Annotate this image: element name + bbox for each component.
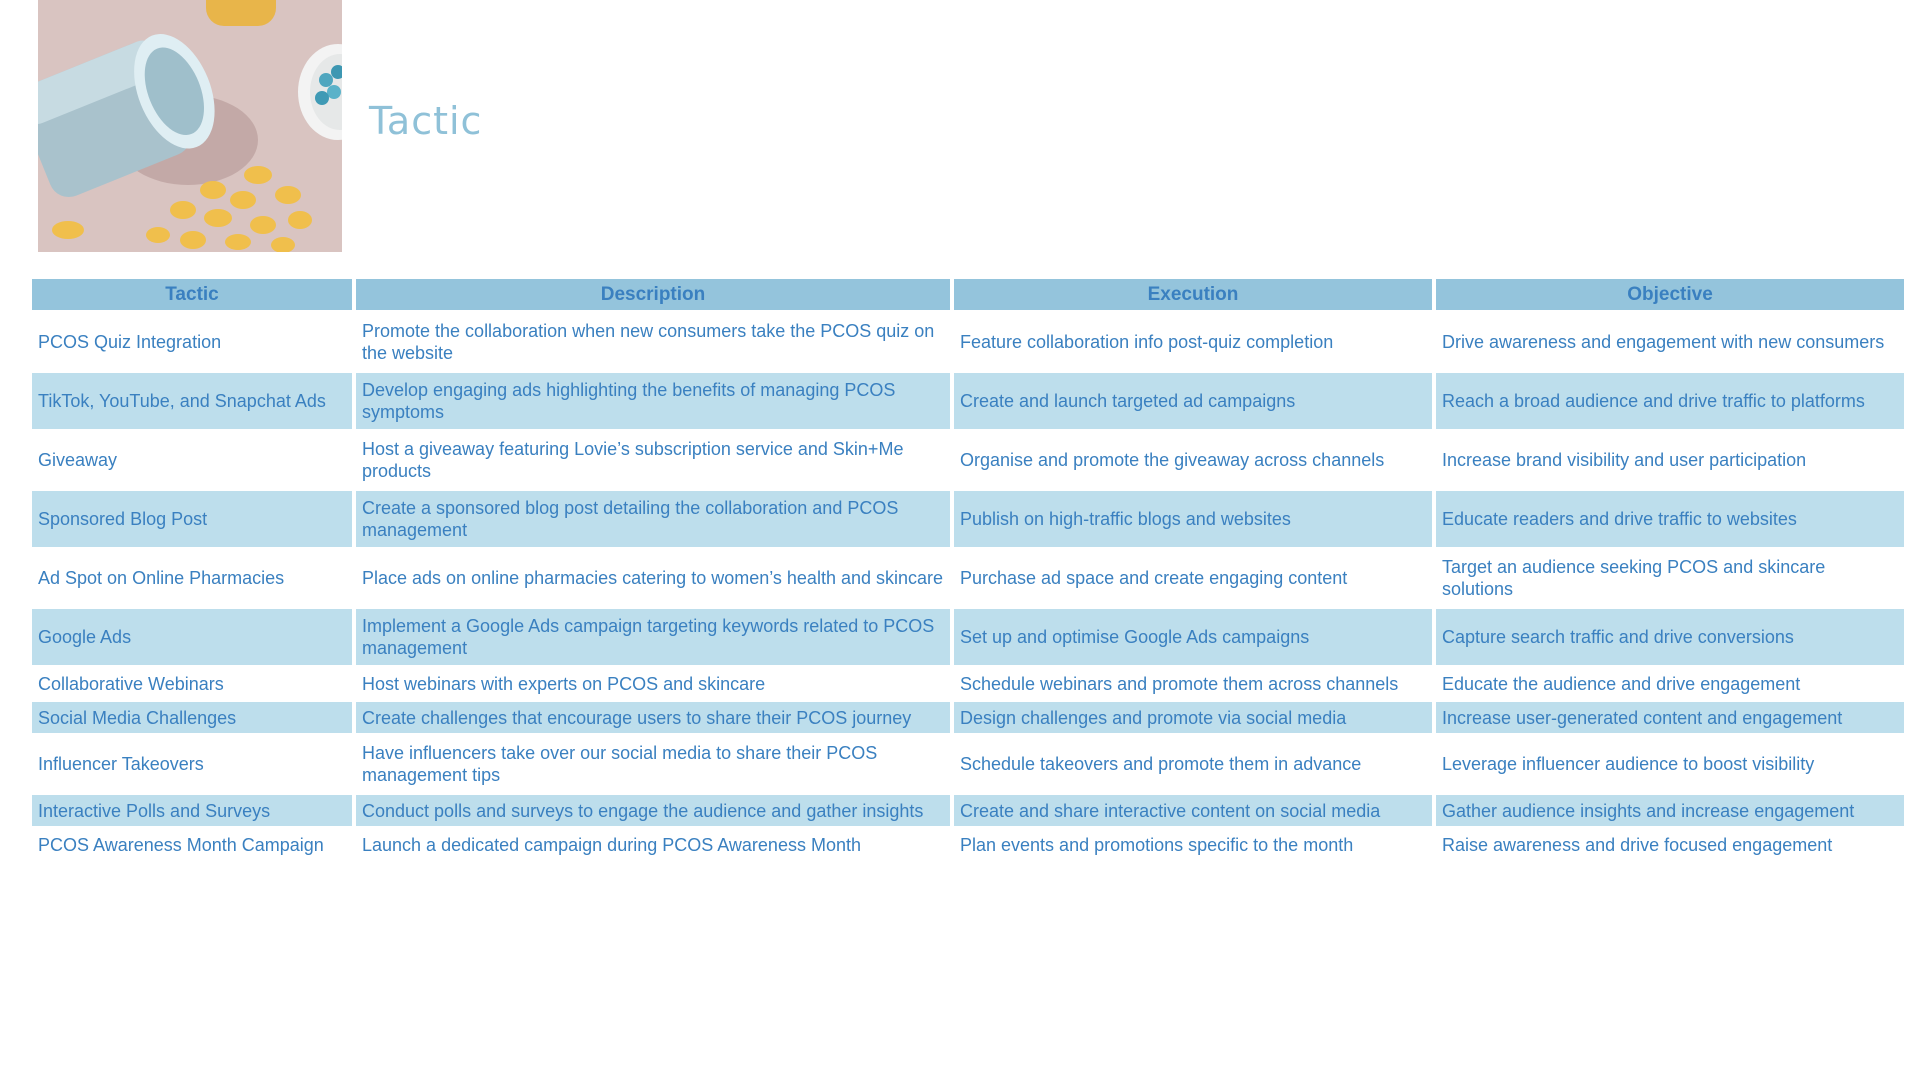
cell-execution: Schedule takeovers and promote them in advance (954, 736, 1432, 795)
cell-tactic: TikTok, YouTube, and Snapchat Ads (32, 373, 352, 432)
header-description: Description (356, 279, 950, 314)
cell-execution: Publish on high-traffic blogs and websites (954, 491, 1432, 550)
table-row (32, 829, 1904, 863)
table-row (32, 373, 1904, 432)
table-row (32, 432, 1904, 491)
cell-tactic: Social Media Challenges (32, 702, 352, 736)
cell-execution: Purchase ad space and create engaging content (954, 550, 1432, 609)
cell-execution: Plan events and promotions specific to the month (954, 829, 1432, 863)
table-row (32, 736, 1904, 795)
pills-illustration (38, 0, 342, 252)
table-header-row (32, 279, 1904, 314)
cell-tactic: Ad Spot on Online Pharmacies (32, 550, 352, 609)
cell-execution: Create and share interactive content on social media (954, 795, 1432, 829)
cell-description: Create challenges that encourage users to share their PCOS journey (356, 702, 950, 736)
hero-image-pills (38, 0, 342, 252)
cell-tactic: Collaborative Webinars (32, 668, 352, 702)
cell-tactic: Sponsored Blog Post (32, 491, 352, 550)
cell-objective: Target an audience seeking PCOS and skincare solutions (1436, 550, 1904, 609)
cell-tactic: Google Ads (32, 609, 352, 668)
cell-description: Implement a Google Ads campaign targeting keywords related to PCOS management (356, 609, 950, 668)
cell-description: Host a giveaway featuring Lovie’s subscription service and Skin+Me products (356, 432, 950, 491)
table-row (32, 491, 1904, 550)
cell-execution: Feature collaboration info post-quiz completion (954, 314, 1432, 373)
cell-objective: Gather audience insights and increase engagement (1436, 795, 1904, 829)
table-row (32, 609, 1904, 668)
cell-objective: Educate the audience and drive engagement (1436, 668, 1904, 702)
cell-execution: Schedule webinars and promote them across channels (954, 668, 1432, 702)
header-tactic: Tactic (32, 279, 352, 314)
tactics-table (28, 279, 1908, 863)
table-row (32, 314, 1904, 373)
cell-description: Place ads on online pharmacies catering to women’s health and skincare (356, 550, 950, 609)
cell-description: Conduct polls and surveys to engage the audience and gather insights (356, 795, 950, 829)
cell-execution: Design challenges and promote via social media (954, 702, 1432, 736)
cell-tactic: Influencer Takeovers (32, 736, 352, 795)
slide-title: Tactic (369, 99, 483, 143)
table-row (32, 668, 1904, 702)
cell-tactic: PCOS Quiz Integration (32, 314, 352, 373)
table-row (32, 550, 1904, 609)
header-execution: Execution (954, 279, 1432, 314)
cell-tactic: Giveaway (32, 432, 352, 491)
cell-description: Launch a dedicated campaign during PCOS Awareness Month (356, 829, 950, 863)
cell-execution: Create and launch targeted ad campaigns (954, 373, 1432, 432)
table-row (32, 702, 1904, 736)
cell-description: Promote the collaboration when new consumers take the PCOS quiz on the website (356, 314, 950, 373)
cell-execution: Set up and optimise Google Ads campaigns (954, 609, 1432, 668)
cell-objective: Capture search traffic and drive conversions (1436, 609, 1904, 668)
cell-tactic: Interactive Polls and Surveys (32, 795, 352, 829)
cell-objective: Increase brand visibility and user participation (1436, 432, 1904, 491)
cell-description: Have influencers take over our social media to share their PCOS management tips (356, 736, 950, 795)
cell-objective: Educate readers and drive traffic to websites (1436, 491, 1904, 550)
cell-description: Create a sponsored blog post detailing the collaboration and PCOS management (356, 491, 950, 550)
header-objective: Objective (1436, 279, 1904, 314)
table-row (32, 795, 1904, 829)
cell-objective: Reach a broad audience and drive traffic to platforms (1436, 373, 1904, 432)
cell-execution: Organise and promote the giveaway across channels (954, 432, 1432, 491)
cell-description: Develop engaging ads highlighting the benefits of managing PCOS symptoms (356, 373, 950, 432)
cell-objective: Raise awareness and drive focused engagement (1436, 829, 1904, 863)
cell-description: Host webinars with experts on PCOS and skincare (356, 668, 950, 702)
cell-tactic: PCOS Awareness Month Campaign (32, 829, 352, 863)
cell-objective: Drive awareness and engagement with new consumers (1436, 314, 1904, 373)
cell-objective: Leverage influencer audience to boost visibility (1436, 736, 1904, 795)
cell-objective: Increase user-generated content and engagement (1436, 702, 1904, 736)
